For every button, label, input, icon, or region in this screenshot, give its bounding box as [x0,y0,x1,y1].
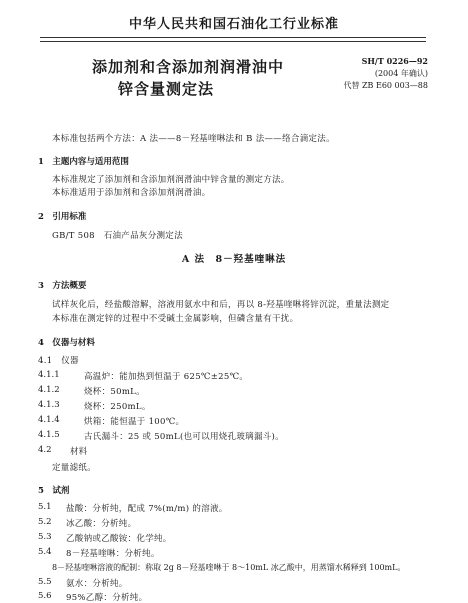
item-5-4-para: 8－羟基喹啉溶液的配制：称取 2g 8－羟基喹啉于 8～10mL 冰乙酸中，用蒸馏水稀释到 100mL。 [52,563,406,572]
doc-title-line2: 锌含量测定法 [118,80,215,98]
header-rule-top [40,37,426,38]
item-4-1-5-text: 古氏漏斗：25 或 50mL(也可以用烧孔玻璃漏斗)。 [84,432,284,442]
item-4-1-1-num: 4.1.1 [38,370,60,380]
item-5-4-num: 5.4 [38,547,52,557]
method-a-heading: A 法 8－羟基喹啉法 [181,254,287,265]
section-3-p1: 试样灰化后，经盐酸溶解，溶液用氨水中和后，再以 8-羟基喹啉将锌沉淀，重量法测定 [52,300,390,310]
item-5-1-num: 5.1 [38,502,52,512]
section-1-p1: 本标准规定了添加剂和含添加剂润滑油中锌含量的测定方法。 [52,175,290,185]
section-3-title: 3 方法概要 [38,281,87,291]
item-4-2-num: 4.2 [38,445,52,455]
item-5-4-text: 8－羟基喹啉：分析纯。 [66,549,160,559]
item-4-1-3-text: 烧杯：250mL。 [84,402,151,412]
edition-note: (2004 年确认) [374,69,428,78]
item-5-1-text: 盐酸：分析纯，配成 7%(m/m) 的溶液。 [66,504,228,514]
section-4-1: 4.1 仪器 [38,356,79,366]
replaces-note: 代替 ZB E60 003—88 [343,81,428,90]
item-4-1-4-num: 4.1.4 [38,415,60,425]
intro-paragraph: 本标准包括两个方法：A 法——8－羟基喹啉法和 B 法——络合滴定法。 [52,134,335,144]
item-5-3-num: 5.3 [38,532,52,542]
section-1-title: 1 主题内容与适用范围 [38,157,129,167]
item-5-5-num: 5.5 [38,577,52,587]
std-number: SH/T 0226—92 [361,56,428,66]
item-4-1-1-text: 高温炉：能加热到恒温于 625℃±25℃。 [84,372,249,382]
item-5-6-num: 5.6 [38,591,52,601]
item-4-1-3-num: 4.1.3 [38,400,60,410]
standard-org-title: 中华人民共和国石油化工行业标准 [128,17,339,32]
section-1-p2: 本标准适用于添加剂和含添加剂润滑油。 [52,188,211,198]
item-5-3-text: 乙酸钠或乙酸铵：化学纯。 [66,534,172,544]
item-5-2-num: 5.2 [38,517,52,527]
item-4-1-2-num: 4.1.2 [38,385,60,395]
doc-title-line1: 添加剂和含添加剂润滑油中 [92,58,285,76]
item-4-2-text: 材料 [70,447,88,457]
section-2-p1: GB/T 508 石油产品灰分测定法 [52,231,183,241]
section-2-title: 2 引用标准 [38,212,87,222]
item-5-2-text: 冰乙酸：分析纯。 [66,519,137,529]
section-3-p2: 本标准在测定锌的过程中不受碱土金属影响，但磷含量有干扰。 [52,314,299,324]
item-4-1-5-num: 4.1.5 [38,430,60,440]
item-4-1-4-text: 烘箱：能恒温于 100℃。 [84,417,185,427]
item-4-2-para: 定量滤纸。 [52,463,97,473]
item-5-5-text: 氨水：分析纯。 [66,579,128,589]
header-rule-bottom [40,41,426,42]
section-5-title: 5 试剂 [38,486,70,496]
section-4-title: 4 仪器与材料 [38,338,95,348]
item-4-1-2-text: 烧杯：50mL。 [84,387,145,397]
item-5-6-text: 95%乙醇：分析纯。 [66,593,148,603]
